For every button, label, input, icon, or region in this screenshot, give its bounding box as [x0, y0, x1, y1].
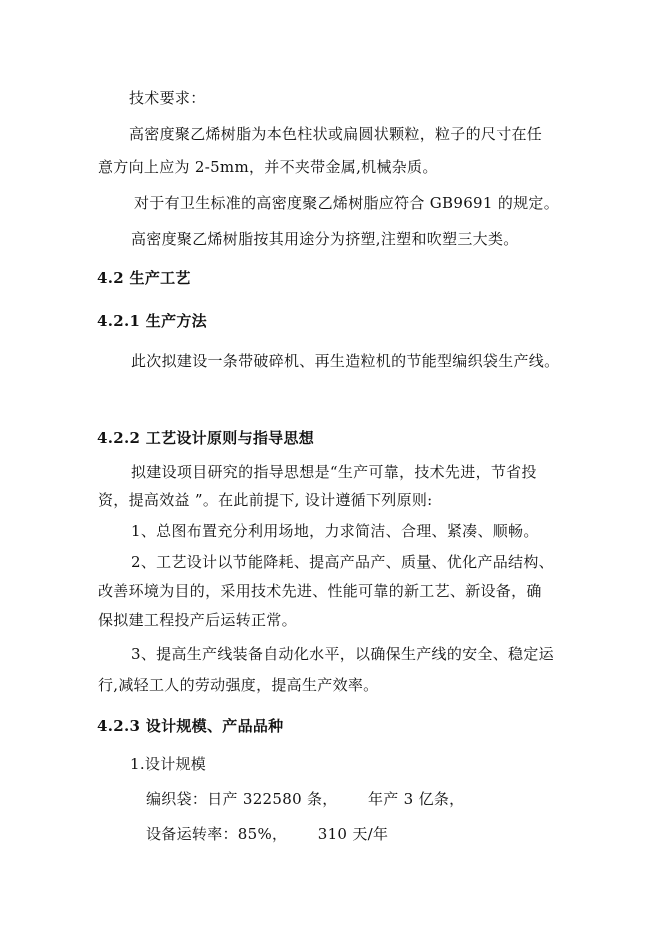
design-scale-equipment-rate: 设备运转率：85%， 310 天/年 [146, 825, 389, 843]
principle-item-2-line2: 改善环境为目的，采用技术先进、性能可靠的新工艺、新设备，确 [98, 582, 542, 600]
design-scale-subheading: 1.设计规模 [130, 755, 207, 773]
section-4-2-heading: 4.2 生产工艺 [97, 269, 191, 287]
section-4-2-2-intro-line1: 拟建设项目研究的指导思想是“生产可靠，技术先进，节省投 [131, 463, 537, 481]
section-4-2-3-heading: 4.2.3 设计规模、产品品种 [97, 717, 284, 735]
principle-item-2-line3: 保拟建工程投产后运转正常。 [98, 611, 297, 629]
tech-requirements-para1-line2: 意方向上应为 2-5mm，并不夹带金属,机械杂质。 [98, 158, 438, 176]
principle-item-3-line2: 行,减轻工人的劳动强度，提高生产效率。 [98, 676, 379, 694]
tech-requirements-title: 技术要求： [129, 89, 206, 107]
principle-item-3-line1: 3、提高生产线装备自动化水平，以确保生产线的安全、稳定运 [131, 645, 554, 663]
principle-item-2-line1: 2、工艺设计以节能降耗、提高产品产、质量、优化产品结构、 [131, 553, 554, 571]
tech-requirements-para2: 对于有卫生标准的高密度聚乙烯树脂应符合 GB9691 的规定。 [134, 194, 560, 212]
design-scale-output: 编织袋：日产 322580 条， 年产 3 亿条， [146, 790, 465, 808]
section-4-2-1-text: 此次拟建设一条带破碎机、再生造粒机的节能型编织袋生产线。 [131, 352, 560, 370]
section-4-2-2-heading: 4.2.2 工艺设计原则与指导思想 [97, 429, 315, 447]
section-4-2-2-intro-line2: 资，提高效益 ”。在此前提下, 设计遵循下列原则: [98, 491, 433, 509]
section-4-2-1-heading: 4.2.1 生产方法 [97, 312, 207, 330]
tech-requirements-para1-line1: 高密度聚乙烯树脂为本色柱状或扁圆状颗粒，粒子的尺寸在任 [129, 125, 543, 143]
principle-item-1: 1、总图布置充分利用场地，力求简洁、合理、紧凑、顺畅。 [131, 522, 539, 540]
tech-requirements-para3: 高密度聚乙烯树脂按其用途分为挤塑,注塑和吹塑三大类。 [131, 230, 519, 248]
